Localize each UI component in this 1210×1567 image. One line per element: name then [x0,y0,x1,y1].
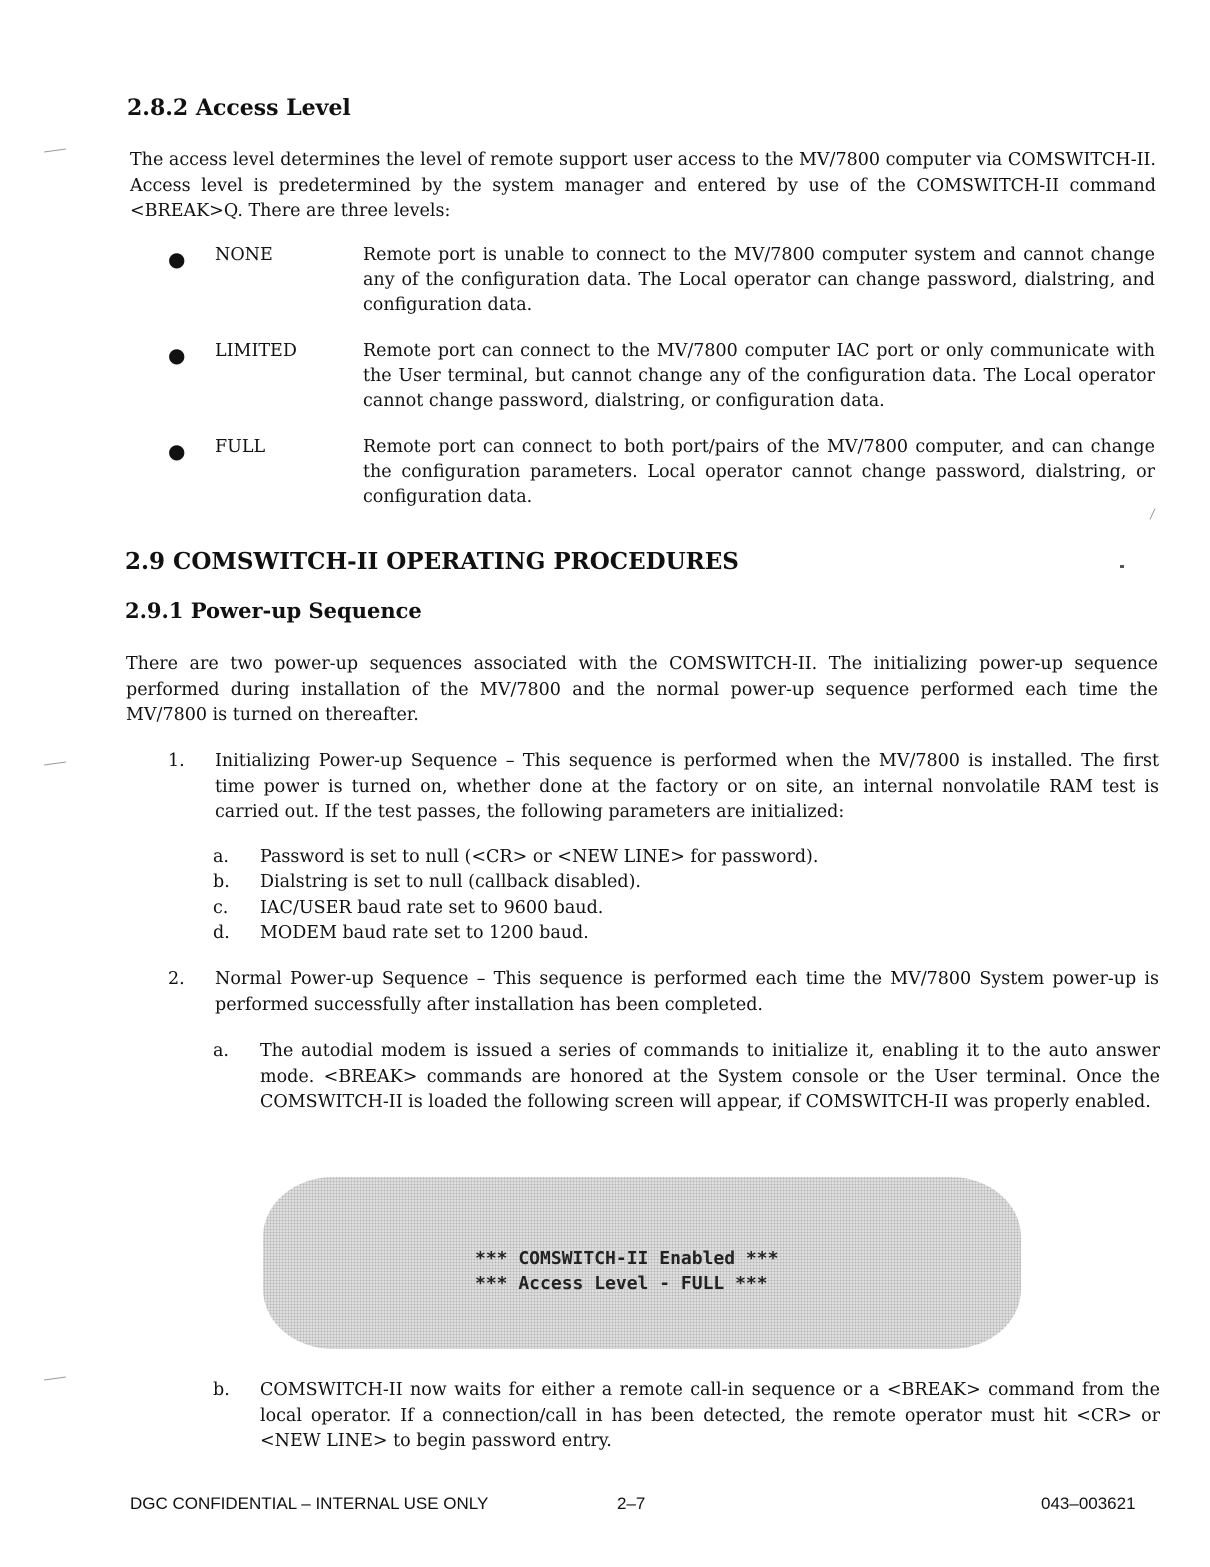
step-text: Initializing Power-up Sequence – This sequence is performed when the MV/7800 is installed. The first time power is turned on, whether done at the factory or on site, an internal nonvolatile RAM test is carried out. If the test passes, the following parameters are initialized: [215,751,1159,822]
bullet-icon: ● [168,343,186,367]
step-text: Normal Power-up Sequence – This sequence is performed each time the MV/7800 System power-up is performed successfully after installation has been completed. [215,969,1159,1015]
list-letter: a. [213,1041,229,1061]
footer-document-number: 043–003621 [1041,1494,1136,1513]
list-text: Password is set to null (<CR> or <NEW LINE> for password). [260,847,819,867]
section-heading-access-level: 2.8.2 Access Level [127,95,351,121]
level-description: Remote port is unable to connect to the MV/7800 computer system and cannot change any of the configuration data. The Local operator can change password, dialstring, and configuration data. [363,245,1155,315]
bullet-icon: ● [168,439,186,463]
access-level-intro: The access level determines the level of remote support user access to the MV/7800 computer via COMSWITCH-II. Access level is predetermined by the system manager and entered by use of the COMSWITCH-II command <BREAK>Q. There are three levels: [130,150,1156,221]
list-letter: b. [213,872,230,892]
screen-line-access-level: *** Access Level - FULL *** [475,1273,768,1294]
list-letter: c. [213,898,229,918]
section-heading-power-up-sequence: 2.9.1 Power-up Sequence [125,598,422,623]
list-text: IAC/USER baud rate set to 9600 baud. [260,898,604,918]
step-number: 1. [168,751,185,771]
power-up-intro: There are two power-up sequences associated with the COMSWITCH-II. The initializing power-up sequence performed during installation of the MV/7800 and the normal power-up sequence performed each time the MV/7800 is turned on thereafter. [126,654,1158,725]
level-term: FULL [215,437,266,457]
terminal-screen-figure [263,1177,1021,1349]
screen-line-enabled: *** COMSWITCH-II Enabled *** [475,1248,779,1269]
level-term: NONE [215,245,273,265]
list-letter: b. [213,1380,230,1400]
list-text: The autodial modem is issued a series of commands to initialize it, enabling it to the auto answer mode. <BREAK> commands are honored at the System console or the User terminal. Once the COMSWITCH-II is loaded the following screen will appear, if COMSWITCH-II was properly enabled. [260,1041,1160,1112]
bullet-icon: ● [168,247,186,271]
list-text: Dialstring is set to null (callback disabled). [260,872,641,892]
scan-mark [1150,508,1156,519]
scan-mark [1120,565,1124,568]
level-term: LIMITED [215,341,297,361]
scan-mark [44,761,66,765]
footer-page-number: 2–7 [617,1494,646,1513]
footer-confidential: DGC CONFIDENTIAL – INTERNAL USE ONLY [130,1494,489,1513]
section-heading-operating-procedures: 2.9 COMSWITCH-II OPERATING PROCEDURES [125,548,739,575]
scan-mark [44,1376,66,1380]
list-letter: d. [213,923,230,943]
list-text: MODEM baud rate set to 1200 baud. [260,923,589,943]
level-description: Remote port can connect to the MV/7800 computer IAC port or only communicate with the User terminal, but cannot change any of the configuration data. The Local operator cannot change password, dialstring, or configuration data. [363,341,1155,411]
level-description: Remote port can connect to both port/pairs of the MV/7800 computer, and can change the configuration parameters. Local operator cannot change password, dialstring, or configuration data. [363,437,1155,507]
list-text: COMSWITCH-II now waits for either a remote call-in sequence or a <BREAK> command from the local operator. If a connection/call in has been detected, the remote operator must hit <CR> or <NEW LINE> to begin password entry. [260,1380,1160,1451]
scan-mark [44,148,66,152]
list-letter: a. [213,847,229,867]
step-number: 2. [168,969,185,989]
